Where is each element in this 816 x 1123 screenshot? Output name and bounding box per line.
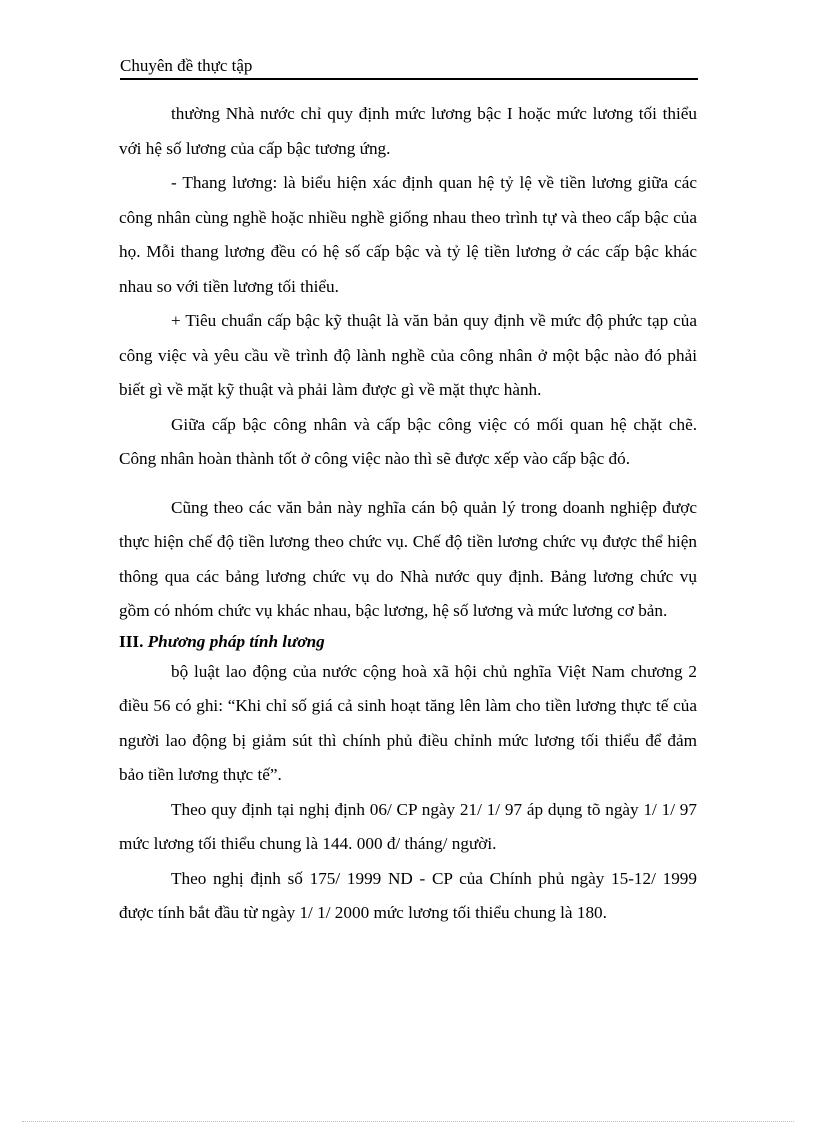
paragraph-worker-grade: Giữa cấp bậc công nhân và cấp bậc công việc có mối quan hệ chặt chẽ. Công nhân hoàn thành tốt ở công việc nào thì sẽ được xếp vào cấp bậc đó. xyxy=(119,414,697,468)
paragraph-decree-175: Theo nghị định số 175/ 1999 ND - CP của Chính phủ ngày 15-12/ 1999 được tính bắt đầu từ ngày 1/ 1/ 2000 mức lương tối thiểu chung là 180. xyxy=(119,868,697,922)
paragraph-wage-scale: - Thang lương: là biểu hiện xác định quan hệ tỷ lệ về tiền lương giữa các công nhân cùng nghề hoặc nhiều nghề giống nhau theo trình tự và theo cấp bậc của họ. Mỗi thang lương đều có hệ số cấp bậc và tỷ lệ tiền lương ở các cấp bậc khác nhau so với tiền lương tối thiểu. xyxy=(119,173,697,296)
header-title: Chuyên đề thực tập xyxy=(120,56,253,75)
section-heading-number: III. xyxy=(119,631,148,651)
paragraph-position-salary: Cũng theo các văn bản này nghĩa cán bộ quản lý trong doanh nghiệp được thực hiện chế độ tiền lương theo chức vụ. Chế độ tiền lương chức vụ được thể hiện thông qua các bảng lương chức vụ do Nhà nước quy định. Bảng lương chức vụ gồm có nhóm chức vụ khác nhau, bậc lương, hệ số lương và mức lương cơ bản. xyxy=(119,497,697,620)
paragraph-wage-scale-intro: thường Nhà nước chỉ quy định mức lương bậc I hoặc mức lương tối thiểu với hệ số lương của cấp bậc tương ứng. xyxy=(119,104,697,158)
section-heading-title: Phương pháp tính lương xyxy=(147,631,325,651)
page-bottom-divider xyxy=(22,1121,794,1122)
paragraph-technical-standard: + Tiêu chuẩn cấp bậc kỹ thuật là văn bản quy định về mức độ phức tạp của công việc và yêu cầu về trình độ lành nghề của công nhân ở một bậc nào đó phải biết gì về mặt kỹ thuật và phải làm được gì về mặt thực hành. xyxy=(119,311,697,399)
section-heading xyxy=(119,629,697,655)
paragraph-labor-code: bộ luật lao động của nước cộng hoà xã hội chủ nghĩa Việt Nam chương 2 điều 56 có ghi: “Khi chỉ số giá cả sinh hoạt tăng lên làm cho tiền lương thực tế của người lao động bị giảm sút thì chính phủ điều chỉnh mức lương tối thiểu để đảm bảo tiền lương thực tế”. xyxy=(119,661,697,784)
document-body xyxy=(119,97,697,931)
page-header xyxy=(120,52,698,80)
paragraph-decree-06: Theo quy định tại nghị định 06/ CP ngày 21/ 1/ 97 áp dụng tõ ngày 1/ 1/ 97 mức lương tối thiểu chung là 144. 000 đ/ tháng/ người. xyxy=(119,799,697,853)
